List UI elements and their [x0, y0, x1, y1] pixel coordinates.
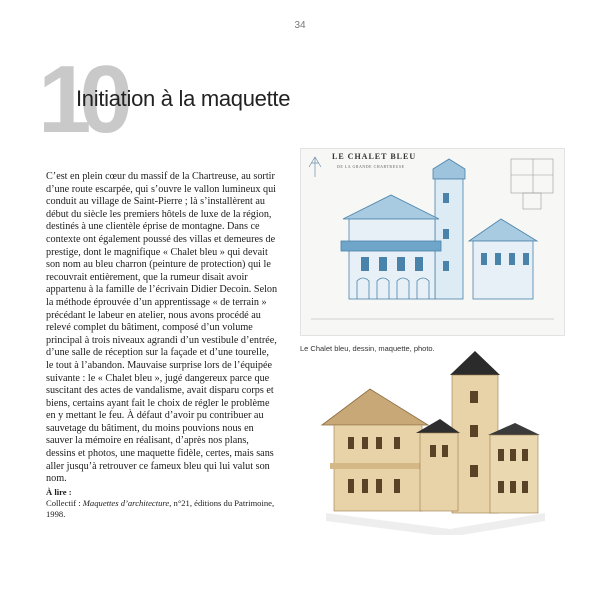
- reading-label: À lire :: [46, 487, 72, 497]
- chalet-model-photo: [300, 345, 550, 535]
- chapter-title: Initiation à la maquette: [76, 86, 291, 111]
- body-text: C’est en plein cœur du massif de la Chartreuse, au sortir d’une route escarpée, qui s’ouvre le vallon lumineux qui conduit au village de Saint-Pierre ; là s’installèrent au début du siècle les premiers hôtels de luxe de la région, destinés à une clientèle éprise de montagne. Dans ce contexte ont également poussé des villas et demeures de prestige, dont le magnifique « Chalet bleu » qui devait son nom au bleu charron (peinture de protection) qui le recouvrait entièrement, que la rumeur disait avoir appartenu à la famille de l’écrivain Didier Decoin. Selon la méthode éprouvée d’un apprentissage « de terrain » précédant le labeur en atelier, nous avons procédé au relevé complet du bâtiment, composé d’un volume principal à trois niveaux agrandi d’un vestibule d’entrée, d’une salle de réception sur la façade et d’une tourelle, le tout à l’abandon. Mauvaise surprise lors de l’équipée suivante : le « Chalet bleu », jugé dangereux parce que suscitant des actes de vandalisme, avait disparu corps et biens, certains ayant fait le choix de régler le problème en y mettant le feu. À défaut d’avoir pu contribuer au sauvetage du bâtiment, du moins pouvions nous en sauver la mémoire en réalisant, d’après nos plans, dessins et photos, une maquette fidèle, certes, mais sans aller jusqu’à retrouver ce fameux bleu qui lui valut son nom.: [46, 171, 278, 485]
- figure-caption: Le Chalet bleu, dessin, maquette, photo.: [300, 344, 435, 353]
- drawing-title: LE CHALET BLEU: [332, 152, 417, 161]
- reading-book-title: Maquettes d’architecture: [82, 497, 170, 508]
- chapter-number: 10: [38, 46, 121, 153]
- reading-prefix: Collectif :: [46, 497, 83, 508]
- page-number: 34: [294, 20, 306, 31]
- drawing-subtitle: DE LA GRANDE CHARTREUSE: [337, 164, 405, 169]
- chalet-model-illustration: [300, 345, 550, 535]
- reading-suffix: , n°21, éditions du Patrimoine, 1998.: [46, 497, 275, 519]
- chalet-drawing-illustration: [301, 149, 564, 335]
- chalet-drawing: [300, 148, 565, 336]
- reading-reference: [46, 487, 278, 519]
